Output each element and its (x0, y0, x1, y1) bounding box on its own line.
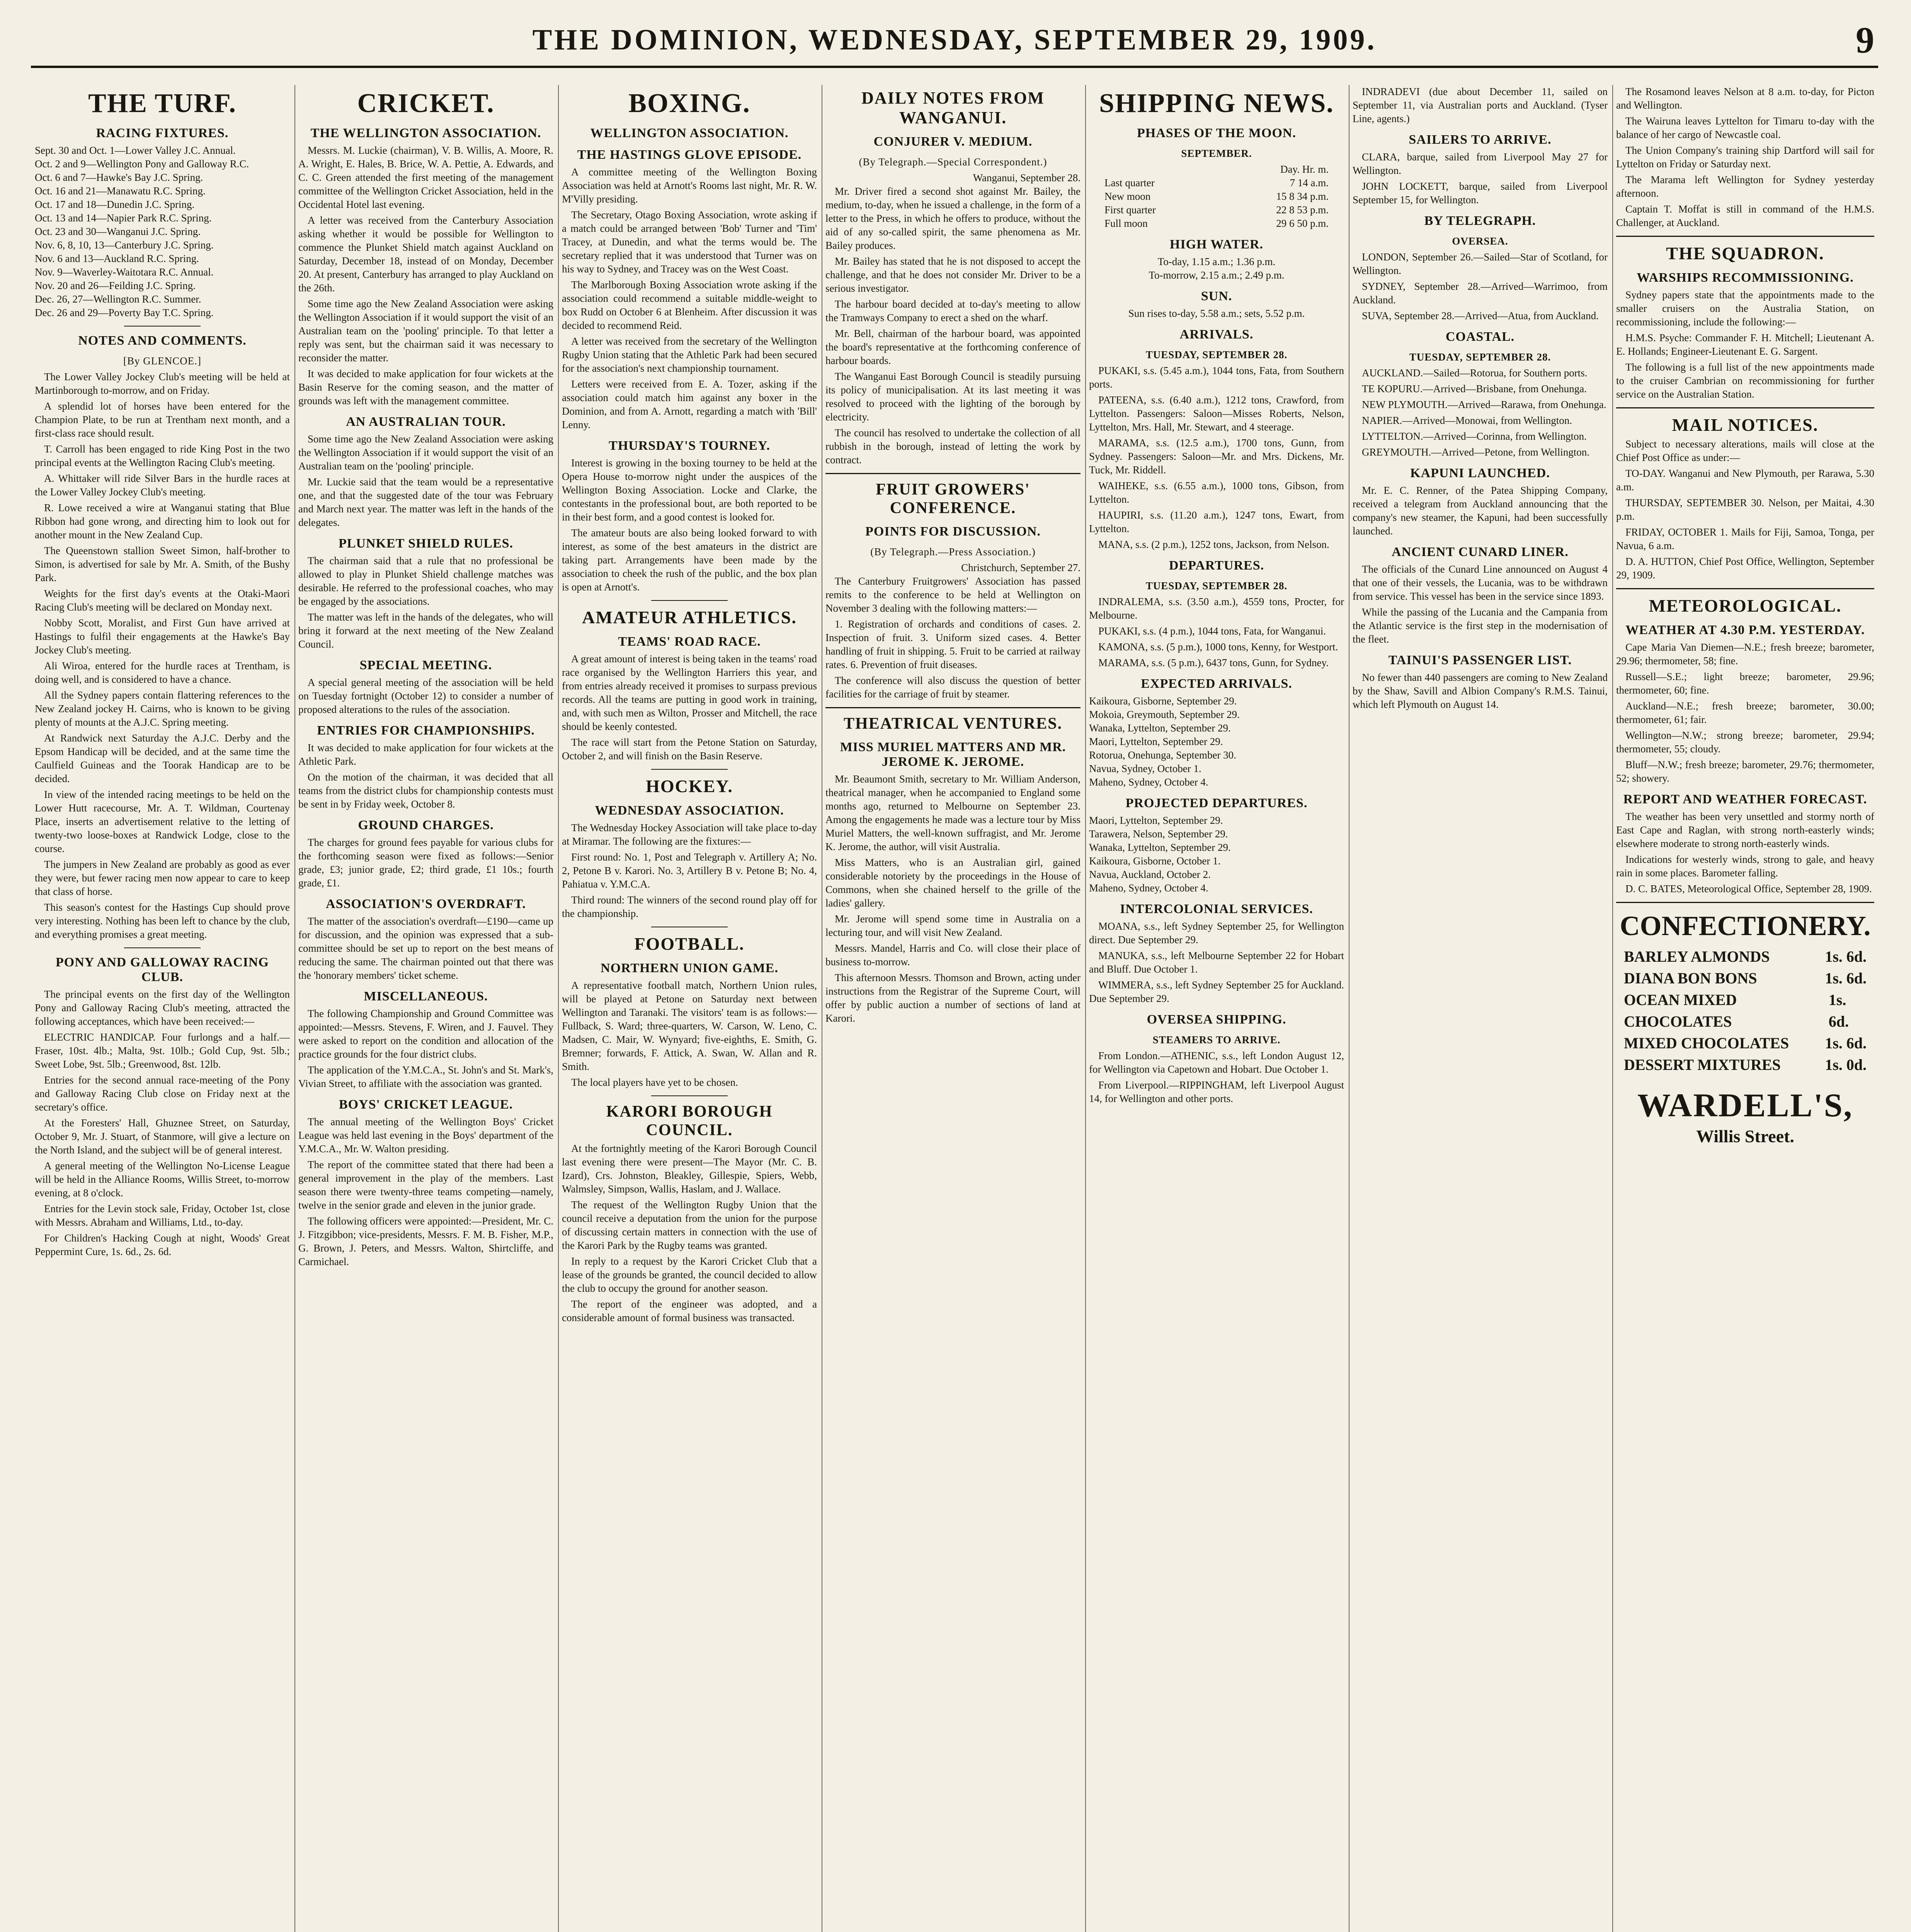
cunard-liner-heading: ANCIENT CUNARD LINER. (1392, 545, 1569, 559)
article-paragraph: A general meeting of the Wellington No-License League will be held in the Alliance Rooms, Willis Street, to-morrow evening, at 8 o'clock. (35, 1160, 290, 1199)
article-paragraph: No fewer than 440 passengers are coming to New Zealand by the Shaw, Savill and Albion Company's R.M.S. Tainui, which left Plymouth on August 14. (1353, 672, 1608, 710)
masthead-rule (31, 66, 1878, 68)
article-paragraph: Entries for the Levin stock sale, Friday, October 1st, close with Messrs. Abraham and Williams, Ltd., to-day. (35, 1203, 290, 1228)
shipping-entry: From London.—ATHENIC, s.s., left London August 12, for Wellington via Capetown and Hobart. Due October 1. (1089, 1050, 1344, 1075)
column-divider (1085, 85, 1086, 1932)
notes-heading: NOTES AND COMMENTS. (78, 333, 247, 348)
article-paragraph: Mr. Luckie said that the team would be a representative one, and that the suggested date of the tour was February and March next year. The matter was left in the hands of the delegates. (298, 476, 553, 528)
article-paragraph: The matter of the association's overdraft—£190—came up for discussion, and the opinion was expressed that a sub-committee should be set up to report on the best means of reducing the same. The chairman pointed out that there was the 'honorary members' ticket scheme. (298, 915, 553, 981)
article-paragraph: The charges for ground fees payable for various clubs for the forthcoming season were fixed as follows:—Senior grade, £3; junior grade, £2; third grade, £1 10s.; fourth grade, £1. (298, 837, 553, 889)
article-paragraph: Mr. Bell, chairman of the harbour board, was appointed the board's representative at the forthcoming conference of harbour boards. (825, 328, 1081, 366)
article-paragraph: H.M.S. Psyche: Commander F. H. Mitchell; Lieutenant A. E. Hollands; Engineer-Lieutenant E. G. Sargent. (1616, 332, 1874, 357)
column-turf (35, 85, 290, 1932)
article-paragraph: R. Lowe received a wire at Wanganui stating that Blue Ribbon had gone wrong, and directing him to look out for another mount in the New Zealand Cup. (35, 502, 290, 541)
article-paragraph: Subject to necessary alterations, mails will close at the Chief Post Office as under:— (1616, 438, 1874, 463)
plunket-shield-heading: PLUNKET SHIELD RULES. (338, 536, 514, 551)
article-paragraph: ELECTRIC HANDICAP. Four furlongs and a half.—Fraser, 10st. 4lb.; Malta, 9st. 10lb.; Gold Cup, 9st. 5lb.; Sweet Lobe, 9st. 5lb.; Greenwood, 8st. 12lb. (35, 1031, 290, 1070)
article-paragraph: Some time ago the New Zealand Association were asking the Wellington Association if it would support the visit of an Australian team on the 'pooling' principle. (298, 433, 553, 472)
points-heading: POINTS FOR DISCUSSION. (865, 524, 1041, 539)
moon-phase-time: 15 8 34 p.m. (1276, 190, 1329, 202)
article-paragraph: The chairman said that a rule that no professional be allowed to play in Plunket Shield challenge matches was desirable. He referred to the professional coaches, who may be engaged by the associations. (298, 555, 553, 607)
article-paragraph: Third round: The winners of the second round play off for the championship. (562, 894, 817, 919)
sun-heading: SUN. (1201, 289, 1232, 303)
column-shipping-continued (1353, 85, 1608, 1932)
shipping-entry: PUKAKI, s.s. (5.45 a.m.), 1044 tons, Fata, from Southern ports. (1089, 365, 1344, 390)
article-paragraph: Some time ago the New Zealand Association were asking the Wellington Association if it would support the visit of an Australian team on the 'pooling' principle. To that letter a reply was sent, but the chairman said it was necessary to reconsider the matter. (298, 298, 553, 364)
expected-arrival-item: Maheno, Sydney, October 4. (1089, 776, 1208, 788)
article-paragraph: A letter was received from the Canterbury Association asking whether it would be possible for Wellington to commence the Plunket Shield match against Auckland on Saturday, December 18, instead of on Monday, December 20. At present, Canterbury has arranged to play Auckland on the 26th. (298, 214, 553, 294)
article-paragraph: Mr. Jerome will spend some time in Australia on a lecturing tour, and will visit New Zealand. (825, 913, 1081, 938)
shipping-entry: The Marama left Wellington for Sydney yesterday afternoon. (1616, 174, 1874, 199)
section-title-boxing: BOXING. (628, 88, 750, 118)
article-paragraph: The Secretary, Otago Boxing Association, wrote asking if a match could be arranged between 'Bob' Turner and 'Tim' Tracey, at Dunedin, and what the terms would be. The secretary replied that it was understood that Turner was on his way to Sydney, and Tracey was on the West Coast. (562, 209, 817, 275)
article-paragraph: A. Whittaker will ride Silver Bars in the hurdle races at the Lower Valley Jockey Club's meeting. (35, 473, 290, 498)
article-paragraph: Ali Wiroa, entered for the hurdle races at Trentham, is doing well, and is considered to have a chance. (35, 660, 290, 685)
fixture-item: Nov. 20 and 26—Feilding J.C. Spring. (35, 280, 196, 291)
ad-item-name: MIXED CHOCOLATES (1624, 1034, 1789, 1052)
ad-address: Willis Street. (1696, 1126, 1794, 1146)
boxing-association-heading: WELLINGTON ASSOCIATION. (590, 126, 789, 140)
moon-phase-label: First quarter (1104, 204, 1156, 216)
article-paragraph: The conference will also discuss the question of better facilities for the carriage of fruit by steamer. (825, 675, 1081, 700)
cricket-association-heading: THE WELLINGTON ASSOCIATION. (310, 126, 541, 140)
high-water-line: To-morrow, 2.15 a.m.; 2.49 p.m. (1149, 269, 1285, 281)
article-paragraph: This season's contest for the Hastings Cup should prove very interesting. Nothing has been left to chance by the club, and everything promises a great meeting. (35, 901, 290, 940)
section-title-hockey: HOCKEY. (646, 776, 733, 796)
article-paragraph: Mr. Driver fired a second shot against Mr. Bailey, the medium, to-day, when he issued a challenge, in the form of a letter to the Press, in which he offers to produce, without the aid of any so-called spirit, the same phenomena as Mr. Bailey produces. (825, 185, 1081, 251)
article-paragraph: A special general meeting of the association will be held on Tuesday fortnight (October 12) to consider a number of proposed alterations to the rules of the association. (298, 677, 553, 715)
australian-tour-heading: AN AUSTRALIAN TOUR. (346, 415, 506, 429)
coastal-date: TUESDAY, SEPTEMBER 28. (1409, 351, 1551, 363)
northern-union-heading: NORTHERN UNION GAME. (601, 961, 778, 975)
dateline: Wanganui, September 28. (973, 172, 1081, 184)
column-divider (558, 85, 559, 1932)
shipping-entry: WIMMERA, s.s., left Sydney September 25 for Auckland. Due September 29. (1089, 979, 1344, 1004)
divider (651, 769, 728, 770)
departures-heading: DEPARTURES. (1169, 558, 1264, 573)
article-paragraph: At the Foresters' Hall, Ghuznee Street, on Saturday, October 9, Mr. J. Stuart, of Stanmore, will give a lecture on the North Island, and the subject will be of general interest. (35, 1117, 290, 1156)
tainui-heading: TAINUI'S PASSENGER LIST. (1388, 653, 1572, 667)
section-title-athletics: AMATEUR ATHLETICS. (582, 607, 797, 627)
section-title-fruit-growers: FRUIT GROWERS' CONFERENCE. (876, 481, 1030, 517)
article-paragraph: The principal events on the first day of the Wellington Pony and Galloway Racing Club's meeting, attracted the following acceptances, which have been received:— (35, 988, 290, 1027)
divider (124, 947, 201, 948)
fixture-item: Nov. 9—Waverley-Waitotara R.C. Annual. (35, 266, 214, 278)
article-paragraph: Mr. E. C. Renner, of the Patea Shipping Company, received a telegram from Auckland announcing that the company's new steamer, the Kapuni, had been successfully launched. (1353, 485, 1608, 537)
shipping-entry: NAPIER.—Arrived—Monowai, from Wellington. (1362, 415, 1572, 426)
moon-phase-label: Last quarter (1104, 177, 1155, 189)
shipping-entry: CLARA, barque, sailed from Liverpool May 27 for Wellington. (1353, 151, 1608, 176)
article-paragraph: Interest is growing in the boxing tourney to be held at the Opera House to-morrow night under the auspices of the Wellington Boxing Association. Locke and Clarke, the contestants in the professional bout, are both reported to be in their best form, and a good contest is looked for. (562, 457, 817, 523)
article-paragraph: At Randwick next Saturday the A.J.C. Derby and the Epsom Handicap will be decided, and at the same time the Caulfield Guineas and the Toorak Handicap are to be decided. (35, 732, 290, 784)
moon-phase-row (1089, 190, 1344, 203)
arrivals-heading: ARRIVALS. (1179, 327, 1254, 342)
mail-notice: THURSDAY, SEPTEMBER 30. Nelson, per Maitai, 4.30 p.m. (1616, 497, 1874, 522)
forecast-paragraph: Indications for westerly winds, strong to gale, and heavy rain in some places. Barometer falling. (1616, 854, 1874, 879)
article-paragraph: The race will start from the Petone Station on Saturday, October 2, and will finish on the Basin Reserve. (562, 736, 817, 762)
article-paragraph: Sydney papers state that the appointments made to the smaller cruisers on the Australia Station, on recommissioning, include the following:— (1616, 289, 1874, 328)
projected-departures-heading: PROJECTED DEPARTURES. (1125, 796, 1308, 810)
shipping-entry: MARAMA, s.s. (12.5 a.m.), 1700 tons, Gunn, from Sydney. Passengers: Saloon—Mr. and Mrs. Dickens, Mr. Tuck, Mr. Riddell. (1089, 437, 1344, 476)
article-paragraph: The Marlborough Boxing Association wrote asking if the association could recommend a suitable middle-weight to box Rudd on October 6 at Blenheim. After discussion it was decided to recommend Reid. (562, 279, 817, 331)
ad-item (1616, 1032, 1874, 1054)
article-paragraph: Mr. Beaumont Smith, secretary to Mr. William Anderson, theatrical manager, when he accompanied to England some months ago, returned to Melbourne on September 23. Among the engagements he made was a lecture tour by Miss Muriel Matters, the well-known suffragist, and Mr. Jerome K. Jerome, the author, will visit Australia. (825, 773, 1081, 852)
ad-item-price: 1s. 6d. (1825, 969, 1867, 987)
shipping-entry: The Wairuna leaves Lyttelton for Timaru to-day with the balance of her cargo of Newcastle coal. (1616, 115, 1874, 140)
article-paragraph: First round: No. 1, Post and Telegraph v. Artillery A; No. 2, Petone B v. Karori. No. 3, Artillery B v. Petone B; No. 4, Pahiatua v. Y.M.C.A. (562, 851, 817, 890)
article-paragraph: The following officers were appointed:—President, Mr. C. J. Fitzgibbon; vice-presidents, Messrs. F. M. B. Fisher, M.P., G. Brown, J. Peters, and Messrs. Walton, Shirtcliffe, and Carmichael. (298, 1215, 553, 1267)
divider (1616, 236, 1874, 237)
miscellaneous-heading: MISCELLANEOUS. (364, 989, 488, 1003)
moon-phase-row (1089, 176, 1344, 190)
newspaper-columns (31, 85, 1878, 1932)
projected-departure-item: Maheno, Sydney, October 4. (1089, 882, 1208, 894)
ad-item (1616, 946, 1874, 968)
overdraft-heading: ASSOCIATION'S OVERDRAFT. (326, 897, 526, 911)
shipping-entry: MOANA, s.s., left Sydney September 25, for Wellington direct. Due September 29. (1089, 920, 1344, 946)
oversea-subheading: OVERSEA. (1452, 235, 1508, 247)
column-divider (294, 85, 295, 1932)
section-title-football: FOOTBALL. (634, 934, 745, 954)
projected-departure-item: Tarawera, Nelson, September 29. (1089, 828, 1228, 840)
hastings-episode-heading: THE HASTINGS GLOVE EPISODE. (577, 148, 802, 162)
conjurer-heading: CONJURER V. MEDIUM. (873, 134, 1033, 149)
article-paragraph: The request of the Wellington Rugby Union that the council receive a deputation from the union for the purpose of discussing certain matters in connection with the use of the Karori Park by the Rugby teams was granted. (562, 1199, 817, 1251)
moon-phase-time: 22 8 53 p.m. (1276, 204, 1329, 216)
ad-item-price: 1s. 6d. (1828, 991, 1849, 1030)
column-boxing (562, 85, 817, 1932)
expected-arrival-item: Navua, Sydney, October 1. (1089, 763, 1201, 774)
notes-byline: [By GLENCOE.] (123, 355, 201, 367)
article-paragraph: T. Carroll has been engaged to ride King Post in the two principal events at the Wellington Racing Club's meeting. (35, 443, 290, 468)
article-paragraph: A representative football match, Northern Union rules, will be played at Petone on Saturday next between Wellington and Taranaki. The visitors' team is as follows:—Fullback, S. Ward; three-quarters, W. Carson, W. Leno, C. Madsen, C. Mair, W. Wynyard; five-eighths, E. Smith, G. Bremner; forwards, F. Attick, A. Swan, W. Allan and R. Smith. (562, 980, 817, 1072)
shipping-entry: The Union Company's training ship Dartford will sail for Lyttelton on Friday or Saturday next. (1616, 145, 1874, 170)
fixture-item: Dec. 26 and 29—Poverty Bay T.C. Spring. (35, 307, 214, 318)
mail-notice: D. A. HUTTON, Chief Post Office, Wellington, September 29, 1909. (1616, 556, 1874, 581)
article-paragraph: The report of the engineer was adopted, and a considerable amount of formal business was transacted. (562, 1298, 817, 1323)
shipping-entry: GREYMOUTH.—Arrived—Petone, from Wellington. (1362, 446, 1590, 458)
weather-report: Auckland—N.E.; fresh breeze; barometer, 30.00; thermometer, 61; fair. (1616, 700, 1874, 725)
weather-report: Russell—S.E.; light breeze; barometer, 29.96; thermometer, 60; fine. (1616, 671, 1874, 696)
weather-report: Wellington—N.W.; strong breeze; barometer, 29.94; thermometer, 55; cloudy. (1616, 730, 1874, 755)
theatrical-subheading: MISS MURIEL MATTERS AND MR. JEROME K. JEROME. (840, 740, 1066, 769)
expected-arrival-item: Maori, Lyttelton, September 29. (1089, 736, 1223, 747)
article-paragraph: Weights for the first day's events at the Otaki-Maori Racing Club's meeting will be declared on Monday next. (35, 588, 290, 613)
article-paragraph: A committee meeting of the Wellington Boxing Association was held at Arnott's Rooms last night, Mr. R. W. M'Villy presiding. (562, 166, 817, 205)
article-paragraph: Letters were received from E. A. Tozer, asking if the association could match him against any boxer in the Dominion, and from A. Arnott, regarding a match with 'Bill' Lenny. (562, 378, 817, 430)
arrivals-date: TUESDAY, SEPTEMBER 28. (1145, 349, 1288, 361)
moon-phase-time: 7 14 a.m. (1290, 177, 1329, 189)
special-meeting-heading: SPECIAL MEETING. (359, 658, 492, 672)
article-paragraph: The application of the Y.M.C.A., St. John's and St. Mark's, Vivian Street, to affiliate with the association was granted. (298, 1064, 553, 1089)
shipping-entry: NEW PLYMOUTH.—Arrived—Rarawa, from Onehunga. (1362, 399, 1606, 410)
ad-item-price: 1s. 6d. (1825, 1034, 1867, 1052)
article-paragraph: The harbour board decided at to-day's meeting to allow the Tramways Company to erect a shed on the wharf. (825, 298, 1081, 323)
shipping-entry: MANUKA, s.s., left Melbourne September 22 for Hobart and Bluff. Due October 1. (1089, 950, 1344, 975)
boys-league-heading: BOYS' CRICKET LEAGUE. (339, 1097, 513, 1112)
ad-item-price: 1s. 0d. (1825, 1056, 1867, 1073)
divider (651, 600, 728, 601)
article-paragraph: The Queenstown stallion Sweet Simon, half-brother to Simon, is advertised for sale by Mr. A. Smith, of the Bushy Park. (35, 545, 290, 583)
moon-phase-label: Full moon (1104, 218, 1148, 229)
shipping-entry: AUCKLAND.—Sailed—Rotorua, for Southern ports. (1362, 367, 1588, 379)
fixture-item: Oct. 6 and 7—Hawke's Bay J.C. Spring. (35, 172, 203, 183)
fixture-item: Oct. 16 and 21—Manawatu R.C. Spring. (35, 185, 206, 197)
article-paragraph: The jumpers in New Zealand are probably as good as ever they were, but fewer racing men now appear to care to keep that class of horse. (35, 859, 290, 897)
kapuni-heading: KAPUNI LAUNCHED. (1410, 466, 1550, 480)
fixture-item: Sept. 30 and Oct. 1—Lower Valley J.C. Annual. (35, 145, 236, 156)
forecast-heading: REPORT AND WEATHER FORECAST. (1623, 792, 1867, 806)
sun-line: Sun rises to-day, 5.58 a.m.; sets, 5.52 p.m. (1128, 308, 1305, 319)
shipping-entry: HAUPIRI, s.s. (11.20 a.m.), 1247 tons, Ewart, from Lyttelton. (1089, 509, 1344, 534)
departures-date: TUESDAY, SEPTEMBER 28. (1145, 580, 1288, 592)
divider (651, 1095, 728, 1096)
racing-fixtures-heading: RACING FIXTURES. (96, 126, 229, 140)
road-race-heading: TEAMS' ROAD RACE. (618, 634, 761, 649)
projected-departure-item: Navua, Auckland, October 2. (1089, 869, 1211, 880)
dateline: Christchurch, September 27. (961, 562, 1081, 573)
divider (124, 326, 201, 327)
shipping-entry: PATEENA, s.s. (6.40 a.m.), 1212 tons, Crawford, from Lyttelton. Passengers: Saloon—Misses Roberts, Nelson, Lyttelton, Mrs. Hall, Mr. Stewart, and 4 steerage. (1089, 394, 1344, 433)
forecast-paragraph: The weather has been very unsettled and stormy north of East Cape and Raglan, with strong north-easterly winds; elsewhere moderate to strong north-easterly winds. (1616, 811, 1874, 849)
article-paragraph: The Wanganui East Borough Council is steadily pursuing its policy of municipalisation. At its last meeting it was resolved to proceed with the lighting of the borough by electricity. (825, 371, 1081, 423)
article-paragraph: Messrs. M. Luckie (chairman), V. B. Willis, A. Moore, R. A. Wright, E. Hales, B. Brice, W. A. Pettie, A. Edwards, and C. C. Green attended the first meeting of the management committee of the Wellington Cricket Association, held in the Occidental Hotel last evening. (298, 145, 553, 210)
column-wanganui (825, 85, 1081, 1932)
article-paragraph: The local players have yet to be chosen. (571, 1077, 738, 1088)
article-paragraph: In reply to a request by the Karori Cricket Club that a lease of the grounds be granted, the council decided to allow the club to occupy the ground for another season. (562, 1255, 817, 1294)
shipping-entry: SYDNEY, September 28.—Arrived—Warrimoo, from Auckland. (1353, 281, 1608, 306)
newspaper-title: THE DOMINION, WEDNESDAY, SEPTEMBER 29, 1909. (532, 24, 1377, 56)
article-paragraph: Miss Matters, who is an Australian girl, gained considerable notoriety by the proceedings in the House of Commons, when she chained herself to the grille of the ladies' gallery. (825, 857, 1081, 909)
masthead (31, 15, 1878, 73)
championship-entries-heading: ENTRIES FOR CHAMPIONSHIPS. (317, 723, 535, 738)
article-paragraph: Entries for the second annual race-meeting of the Pony and Galloway Racing Club close on Friday next at the secretary's office. (35, 1074, 290, 1113)
page-number: 9 (1856, 19, 1874, 61)
article-paragraph: A letter was received from the secretary of the Wellington Rugby Union stating that the Athletic Park had been secured for the association's next championship tournament. (562, 335, 817, 374)
divider (1616, 407, 1874, 408)
article-paragraph: The annual meeting of the Wellington Boys' Cricket League was held last evening in the Boys' department of the Y.M.C.A., Mr. W. Walton presiding. (298, 1116, 553, 1155)
article-paragraph: While the passing of the Lucania and the Campania from the Atlantic service is the first step in the modernisation of the fleet. (1353, 606, 1608, 645)
shipping-entry: Captain T. Moffat is still in command of the H.M.S. Challenger, at Auckland. (1616, 203, 1874, 228)
article-paragraph: It was decided to make application for four wickets at the Athletic Park. (298, 742, 553, 767)
article-paragraph: In view of the intended racing meetings to be held on the Lower Hutt racecourse, Mr. A. T. Wildman, Courtenay Place, inserts an advertisement relative to the letting of twenty-two loose-boxes at Randwick Lodge, close to the course. (35, 789, 290, 854)
section-title-shipping: SHIPPING NEWS. (1099, 88, 1334, 118)
article-paragraph: It was decided to make application for four wickets at the Basin Reserve for the coming season, and the matter of grounds was left with the management committee. (298, 368, 553, 406)
article-paragraph: Messrs. Mandel, Harris and Co. will close their place of business to-morrow. (825, 942, 1081, 968)
ad-item-name: DIANA BON BONS (1624, 969, 1757, 987)
column-cricket (298, 85, 553, 1932)
ad-title: CONFECTIONERY. (1620, 910, 1871, 941)
column-divider (1612, 85, 1613, 1932)
article-paragraph: Nobby Scott, Moralist, and First Gun have arrived at Hastings to fulfil their engagements at the Hawke's Bay Jockey Club's meeting. (35, 617, 290, 656)
shipping-entry: SUVA, September 28.—Arrived—Atua, from Auckland. (1362, 310, 1599, 321)
mail-notice: TO-DAY. Wanganui and New Plymouth, per Rarawa, 5.30 a.m. (1616, 468, 1874, 493)
shipping-entry: LYTTELTON.—Arrived—Corinna, from Wellington. (1362, 430, 1587, 442)
coastal-heading: COASTAL. (1445, 330, 1515, 344)
ad-item-name: OCEAN MIXED CHOCOLATES (1624, 991, 1737, 1030)
weather-heading: WEATHER AT 4.30 P.M. YESTERDAY. (1625, 623, 1865, 637)
ad-item-name: DESSERT MIXTURES (1624, 1056, 1781, 1073)
fixture-item: Oct. 17 and 18—Dunedin J.C. Spring. (35, 199, 195, 210)
article-paragraph: On the motion of the chairman, it was decided that all teams from the district clubs for championship contests must be sent in by Friday week, October 8. (298, 771, 553, 810)
high-water-heading: HIGH WATER. (1169, 237, 1264, 252)
expected-arrival-item: Wanaka, Lyttelton, September 29. (1089, 722, 1231, 734)
divider (825, 473, 1081, 474)
advertisement-line: For Children's Hacking Cough at night, Woods' Great Peppermint Cure, 1s. 6d., 2s. 6d. (35, 1232, 290, 1257)
column-notices (1616, 85, 1874, 1932)
shipping-entry: INDRALEMA, s.s. (3.50 a.m.), 4559 tons, Procter, for Melbourne. (1089, 596, 1344, 621)
article-paragraph: The following is a full list of the new appointments made to the cruiser Cambrian on recommissioning for further service on the Australian Station. (1616, 361, 1874, 400)
article-paragraph: The report of the committee stated that there had been a general improvement in the play of the members. Last season there were twenty-three teams competing—namely, twelve in the senior grade and eleven in the junior grade. (298, 1159, 553, 1211)
ad-brand: WARDELL'S, (1637, 1087, 1853, 1124)
article-paragraph: The Wednesday Hockey Association will take place to-day at Miramar. The following are the fixtures:— (562, 822, 817, 847)
article-paragraph: At the fortnightly meeting of the Karori Borough Council last evening there were present—The Mayor (Mr. C. B. Izard), Crs. Johnston, Bleakley, Gillespie, Spiers, Webb, Walmsley, Simpson, Wallis, Haslam, and J. Wallace. (562, 1143, 817, 1195)
moon-month: SEPTEMBER. (1181, 148, 1252, 159)
fixture-item: Oct. 23 and 30—Wanganui J.C. Spring. (35, 226, 201, 237)
ad-item-price: 1s. 6d. (1825, 948, 1867, 965)
by-telegraph-heading: BY TELEGRAPH. (1424, 214, 1536, 228)
section-title-karori: KARORI BOROUGH COUNCIL. (606, 1103, 773, 1139)
forecast-paragraph: D. C. BATES, Meteorological Office, September 28, 1909. (1625, 883, 1872, 895)
shipping-entry: LONDON, September 26.—Sailed—Star of Scotland, for Wellington. (1353, 251, 1608, 276)
warships-heading: WARSHIPS RECOMMISSIONING. (1637, 270, 1854, 285)
shipping-entry: From Liverpool.—RIPPINGHAM, left Liverpool August 14, for Wellington and other ports. (1089, 1079, 1344, 1104)
fixture-item: Oct. 2 and 9—Wellington Pony and Galloway R.C. (35, 158, 249, 170)
section-title-meteorological: METEOROLOGICAL. (1649, 596, 1842, 616)
weather-report: Cape Maria Van Diemen—N.E.; fresh breeze; barometer, 29.96; thermometer, 58; fine. (1616, 641, 1874, 667)
article-paragraph: The Lower Valley Jockey Club's meeting will be held at Martinborough to-morrow, and on Friday. (35, 371, 290, 396)
article-paragraph: The following Championship and Ground Committee was appointed:—Messrs. Stevens, F. Wiren, and J. Fauvel. They were asked to report on the condition and allocation of the practice grounds for the four district clubs. (298, 1008, 553, 1060)
moon-phase-row (1089, 203, 1344, 217)
projected-departure-item: Wanaka, Lyttelton, September 29. (1089, 842, 1231, 853)
article-paragraph: The amateur bouts are also being looked forward to with interest, as some of the best amateurs in the district are taking part. Arrangements have been made by the association to cheek the rush of the public, and the box plan is open at Arnott's. (562, 527, 817, 593)
ad-item (1616, 968, 1874, 989)
divider (825, 707, 1081, 708)
hockey-association-heading: WEDNESDAY ASSOCIATION. (595, 803, 784, 818)
confectionery-advertisement (1616, 910, 1874, 1146)
moon-phases-heading: PHASES OF THE MOON. (1137, 126, 1296, 140)
article-paragraph: A splendid lot of horses have been entered for the Champion Plate, to be run at Trentham next month, and a first-class race should result. (35, 400, 290, 439)
article-paragraph: The officials of the Cunard Line announced on August 4 that one of their vessels, the Lucania, was to be withdrawn from service. This vessel has been in the service since 1893. (1353, 563, 1608, 602)
racing-fixtures-list (35, 144, 290, 320)
fixture-item: Oct. 13 and 14—Napier Park R.C. Spring. (35, 212, 212, 224)
intercolonial-heading: INTERCOLONIAL SERVICES. (1120, 902, 1313, 916)
fixture-item: Nov. 6, 8, 10, 13—Canterbury J.C. Spring. (35, 239, 214, 251)
column-shipping (1089, 85, 1344, 1932)
sailers-heading: SAILERS TO ARRIVE. (1409, 133, 1552, 147)
byline: (By Telegraph.—Special Correspondent.) (859, 156, 1047, 168)
article-paragraph: 1. Registration of orchards and conditions of cases. 2. Inspection of fruit. 3. Uniform sized cases. 4. Better handling of fruit in shipping. 5. Fruit to be carried at railway rates. 6. Prevention of fruit diseases. (825, 618, 1081, 670)
shipping-entry: MANA, s.s. (2 p.m.), 1252 tons, Jackson, from Nelson. (1098, 539, 1329, 550)
shipping-entry: KAMONA, s.s. (5 p.m.), 1000 tons, Kenny, for Westport. (1098, 641, 1338, 653)
shipping-entry: TE KOPURU.—Arrived—Brisbane, from Onehunga. (1362, 383, 1587, 395)
projected-departure-item: Maori, Lyttelton, September 29. (1089, 815, 1223, 826)
byline: (By Telegraph.—Press Association.) (870, 546, 1036, 558)
expected-arrivals-heading: EXPECTED ARRIVALS. (1141, 677, 1292, 691)
expected-arrival-item: Kaikoura, Gisborne, September 29. (1089, 695, 1237, 707)
article-paragraph: The matter was left in the hands of the delegates, who will bring it forward at the next meeting of the New Zealand Council. (298, 611, 553, 650)
shipping-entry: The Rosamond leaves Nelson at 8 a.m. to-day, for Picton and Wellington. (1616, 86, 1874, 111)
shipping-entry: INDRADEVI (due about December 11, sailed on September 11, via Australian ports and Auckland. (Tyser Line, agents.) (1353, 86, 1608, 124)
moon-phase-label: New moon (1104, 190, 1151, 202)
ad-item (1616, 1054, 1874, 1076)
article-paragraph: The Canterbury Fruitgrowers' Association has passed remits to the conference to be held at Wellington on November 3 dealing with the following matters:— (825, 575, 1081, 614)
section-title-theatrical: THEATRICAL VENTURES. (844, 715, 1062, 733)
steamers-to-arrive-heading: STEAMERS TO ARRIVE. (1152, 1034, 1281, 1046)
high-water-line: To-day, 1.15 a.m.; 1.36 p.m. (1157, 256, 1276, 267)
section-title-wanganui: DAILY NOTES FROM WANGANUI. (861, 88, 1045, 127)
article-paragraph: The council has resolved to undertake the collection of all rubbish in the borough, instead of letting the work by contract. (825, 427, 1081, 466)
section-title-turf: THE TURF. (88, 88, 237, 118)
section-title-cricket: CRICKET. (357, 88, 495, 118)
fixture-item: Nov. 6 and 13—Auckland R.C. Spring. (35, 253, 199, 264)
fixture-item: Dec. 26, 27—Wellington R.C. Summer. (35, 293, 201, 305)
ground-charges-heading: GROUND CHARGES. (358, 818, 494, 832)
shipping-entry: WAIHEKE, s.s. (6.55 a.m.), 1000 tons, Gibson, from Lyttelton. (1089, 480, 1344, 505)
article-paragraph: A great amount of interest is being taken in the teams' road race organised by the Wellington Harriers this year, and from entries already received it promises to surpass previous records. All the teams are putting in good work in training, and, with such men as Wilton, Prosser and Mitchell, the race should be keenly contested. (562, 653, 817, 732)
article-paragraph: This afternoon Messrs. Thomson and Brown, acting under instructions from the Registrar of the Supreme Court, will offer by public auction a number of sections of land at Karori. (825, 972, 1081, 1024)
expected-arrival-item: Rotorua, Onehunga, September 30. (1089, 749, 1236, 761)
expected-arrival-item: Mokoia, Greymouth, September 29. (1089, 709, 1240, 720)
divider (1616, 588, 1874, 589)
moon-phase-row (1089, 217, 1344, 230)
thursday-tourney-heading: THURSDAY'S TOURNEY. (609, 439, 770, 453)
shipping-entry: PUKAKI, s.s. (4 p.m.), 1044 tons, Fata, for Wanganui. (1098, 625, 1326, 637)
section-title-squadron: THE SQUADRON. (1666, 243, 1824, 263)
article-paragraph: All the Sydney papers contain flattering references to the New Zealand jockey H. Cairns, who is known to be giving plenty of mounts at the A.J.C. Spring meeting. (35, 689, 290, 728)
shipping-entry: JOHN LOCKETT, barque, sailed from Liverpool September 15, for Wellington. (1353, 180, 1608, 206)
moon-phase-time: 29 6 50 p.m. (1276, 218, 1329, 229)
mail-notice: FRIDAY, OCTOBER 1. Mails for Fiji, Samoa, Tonga, per Navua, 6 a.m. (1616, 526, 1874, 551)
section-title-mail: MAIL NOTICES. (1672, 415, 1819, 435)
ad-item (1616, 989, 1874, 1032)
article-paragraph: Mr. Bailey has stated that he is not disposed to accept the challenge, and that he does not consider Mr. Driver to be a serious investigator. (825, 255, 1081, 294)
weather-report: Bluff—N.W.; fresh breeze; barometer, 29.76; thermometer, 52; showery. (1616, 759, 1874, 784)
projected-departure-item: Kaikoura, Gisborne, October 1. (1089, 855, 1221, 867)
ad-item-name: BARLEY ALMONDS (1624, 948, 1770, 965)
oversea-shipping-heading: OVERSEA SHIPPING. (1147, 1012, 1286, 1027)
shipping-entry: MARAMA, s.s. (5 p.m.), 6437 tons, Gunn, for Sydney. (1098, 657, 1329, 668)
pony-club-heading: PONY AND GALLOWAY RACING CLUB. (56, 955, 269, 984)
moon-table-header: Day. Hr. m. (1280, 163, 1329, 175)
divider (1616, 902, 1874, 903)
